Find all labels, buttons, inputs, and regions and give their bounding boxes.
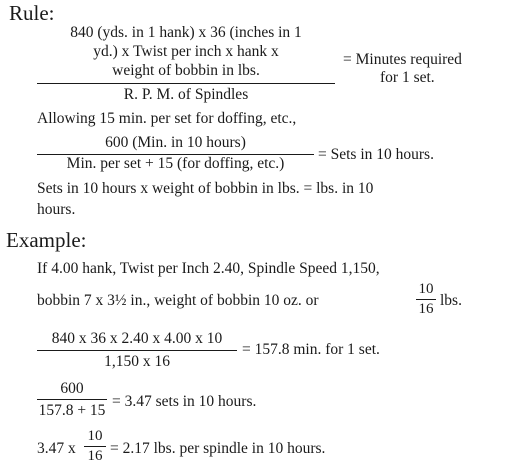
rule-numerator-line-1: 840 (yds. in 1 hank) x 36 (inches in 1 (70, 24, 302, 41)
rule-frac2-numerator: 600 (Min. in 10 hours) (105, 134, 246, 151)
example-line-2-text: bobbin 7 x 3½ in., weight of bobbin 10 oz. or (37, 292, 319, 309)
calc3-fraction-denominator: 16 (87, 448, 103, 464)
example-line-2-suffix: lbs. (440, 292, 462, 309)
calc1-bar (37, 350, 237, 351)
rule-sets-line-2: hours. (37, 201, 76, 218)
rule-numerator-line-2: yd.) x Twist per inch x hank x (93, 43, 279, 60)
rule-numerator-line-3: weight of bobbin in lbs. (112, 62, 260, 79)
rule-frac2-result: = Sets in 10 hours. (318, 146, 434, 163)
example-line-2-fraction-numerator: 10 (416, 282, 436, 300)
rule-denominator: R. P. M. of Spindles (123, 86, 249, 103)
rule-allowing: Allowing 15 min. per set for doffing, etc., (37, 110, 297, 127)
calc1-result: = 157.8 min. for 1 set. (242, 341, 380, 358)
example-line-2-fraction (416, 282, 436, 317)
example-heading: Example: (6, 228, 87, 252)
calc2-result: = 3.47 sets in 10 hours. (112, 393, 257, 410)
rule-result-line-1: = Minutes required (343, 51, 462, 68)
rule-result-line-2: for 1 set. (380, 69, 435, 86)
calc3-result: = 2.17 lbs. per spindle in 10 hours. (110, 440, 326, 457)
calc1-numerator: 840 x 36 x 2.40 x 4.00 x 10 (51, 330, 223, 347)
rule-frac2-denominator: Min. per set + 15 (for doffing, etc.) (66, 155, 285, 172)
example-line-1: If 4.00 hank, Twist per Inch 2.40, Spindle Speed 1,150, (37, 260, 380, 277)
calc2-bar (37, 399, 107, 400)
calc1-denominator: 1,150 x 16 (104, 353, 170, 370)
rule-heading: Rule: (9, 1, 55, 25)
rule-fraction-bar (37, 83, 335, 84)
rule-sets-line-1: Sets in 10 hours x weight of bobbin in lbs. = lbs. in 10 (37, 180, 374, 197)
calc3-prefix: 3.47 x (37, 440, 76, 457)
calc2-denominator: 157.8 + 15 (38, 402, 106, 419)
calc2-numerator: 600 (60, 380, 84, 397)
example-line-2-fraction-denominator: 16 (418, 301, 434, 317)
calc3-fraction (84, 429, 106, 464)
calc3-fraction-numerator: 10 (84, 429, 106, 447)
